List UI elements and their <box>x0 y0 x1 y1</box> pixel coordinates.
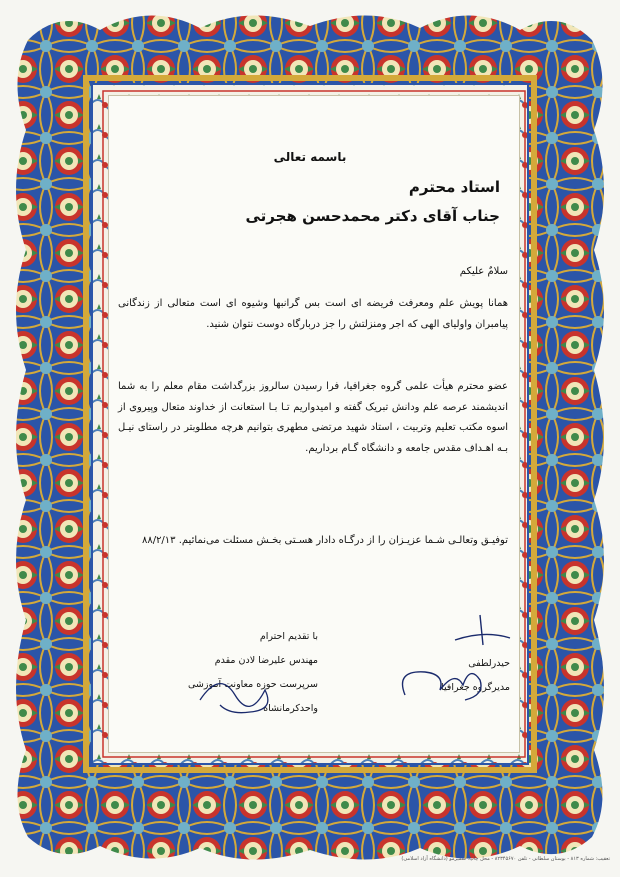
recipient-name: جناب آقای دکتر محمدحسن هجرتی <box>245 207 500 225</box>
handwritten-signature-right <box>385 610 515 710</box>
paragraph-3: توفیـق وتعالـی شـما عزیـزان را از درگـاه دادار هسـتی بخـش مسئلت می‌نمائیم. ۸۸/۲/۱۳ <box>141 535 508 546</box>
footer-printer-info: تعقیب: شماره ۸۱۳ - بوستان سلطانی - تلفن ۸۲۳۴۵۶۷۰ - محل چاپ: سمیرمو (دانشگاه آزاد اسلامی) <box>401 856 610 862</box>
signer-name-right: حیدرلطفی <box>468 658 510 669</box>
basmala: باسمه تعالی <box>273 150 347 164</box>
signer-position-right: مدیرگروه جغرافیا <box>441 682 510 693</box>
handwritten-signature-left <box>190 660 290 720</box>
recipient-title: استاد محترم <box>408 178 500 196</box>
signer-position-left: سرپرست حوزه معاونت آموزشی واحدکرمانشاه <box>187 679 318 714</box>
paragraph-1: همانا پویش علم ومعرفت فریضه ای است بس گرانبها وشیوه ای است متعالی از زندگانی پیامبران واولیای الهی که اجر ومنزلتش را جز دربارگاه دوست نتوان شنید. <box>118 298 508 330</box>
regards-line: با تقدیم احترام <box>259 631 318 642</box>
paragraph-2: عضو محترم هیأت علمی گروه جغرافیا، فرا رسیدن سالروز بزرگداشت مقام معلم را به شما اندیشمند عرصه علم ودانش تبریک گفته و امیدواریم تـا بـا استعانت از خداوند متعال وپیروی از اسوه مکتب تعلیم وتربیت ، استاد شهید مرتضی مطهری بتوانیم هرچه مطلوبتر در راستای نیـل بـه اهـداف مقدس جامعه و دانشگاه گـام برداریم. <box>118 381 508 454</box>
greeting: سلامٌ علیکم <box>459 266 508 277</box>
signer-name-left: مهندس علیرضا لادن مقدم <box>214 655 318 666</box>
